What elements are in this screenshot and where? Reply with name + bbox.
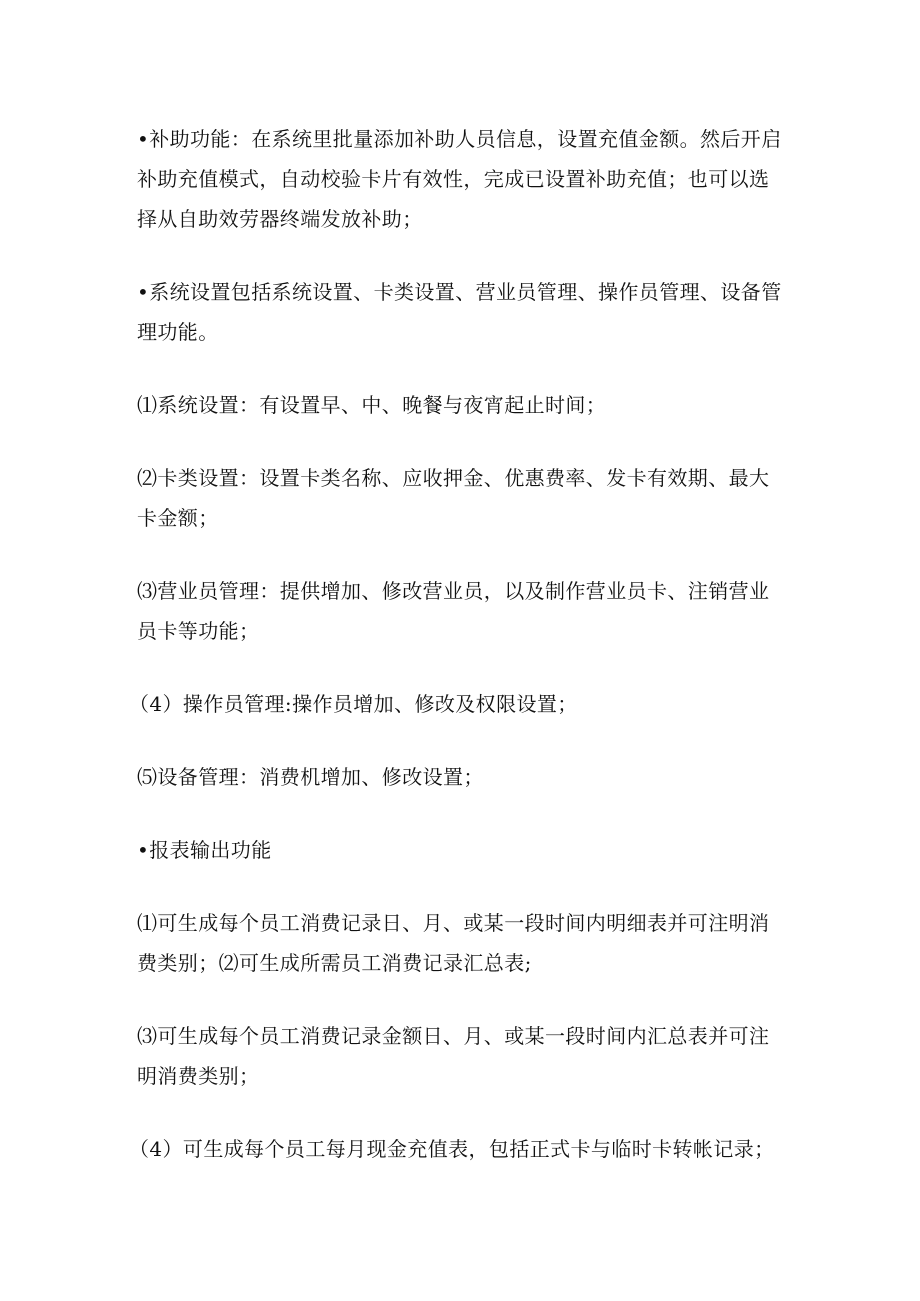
paragraph-subsidy-function: •补助功能：在系统里批量添加补助人员信息，设置充值金额。然后开启补助充值模式，自动校验卡片有效性，完成已设置补助充值；也可以选择从自助效劳器终端发放补助；: [137, 127, 782, 231]
paragraph-card-type-setting-2: ⑵卡类设置：设置卡类名称、应收押金、优惠费率、发卡有效期、最大卡金额；: [137, 466, 770, 530]
paragraph-report-items-1-2: ⑴可生成每个员工消费记录日、月、或某一段时间内明细表并可注明消费类别；⑵可生成所需员工消费记录汇总表;: [137, 911, 770, 975]
paragraph-report-output-function: •报表输出功能: [137, 838, 272, 862]
paragraph-operator-management-4: （4）操作员管理:操作员增加、修改及权限设置；: [129, 692, 578, 716]
paragraph-report-item-4: （4）可生成每个员工每月现金充值表，包括正式卡与临时卡转帐记录；: [129, 1137, 775, 1161]
paragraph-clerk-management-3: ⑶营业员管理：提供增加、修改营业员，以及制作营业员卡、注销营业员卡等功能；: [137, 579, 770, 643]
paragraph-system-setting-1: ⑴系统设置：有设置早、中、晚餐与夜宵起止时间；: [137, 393, 607, 417]
paragraph-device-management-5: ⑸设备管理：消费机增加、修改设置；: [137, 765, 484, 789]
paragraph-system-settings: •系统设置包括系统设置、卡类设置、营业员管理、操作员管理、设备管理功能。: [137, 280, 782, 344]
paragraph-report-item-3: ⑶可生成每个员工消费记录金额日、月、或某一段时间内汇总表并可注明消费类别；: [137, 1024, 770, 1088]
document-content: [129, 119, 787, 1202]
